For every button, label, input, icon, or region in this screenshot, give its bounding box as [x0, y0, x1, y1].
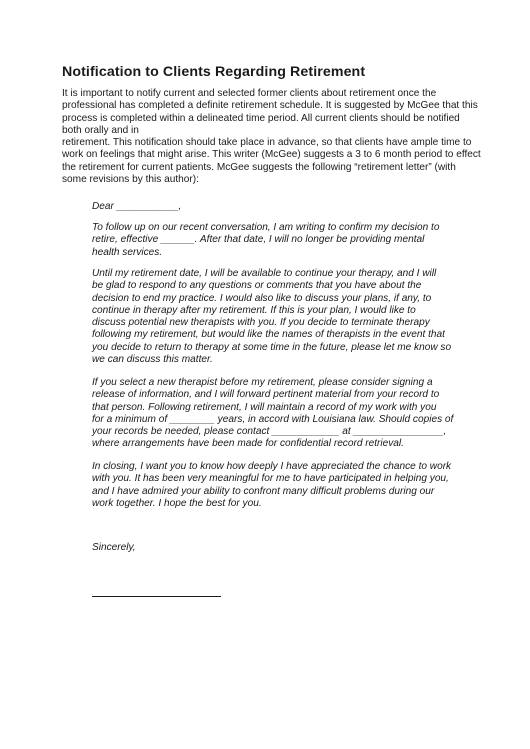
intro-line: work on feelings that might arise. This writer (McGee) suggests a 3 to 6 month period to effect	[62, 149, 481, 161]
intro-line: professional has completed a definite retirement schedule. It is suggested by McGee that this	[62, 100, 478, 112]
letter-line: and I have admired your ability to confront many difficult problems during our	[92, 485, 435, 497]
letter-line: where arrangements have been made for confidential record retrieval.	[92, 438, 404, 450]
intro-line: some revisions by this author):	[62, 174, 199, 186]
letter-line: that person. Following retirement, I will maintain a record of my work with you	[92, 401, 437, 413]
closing-text: Sincerely,	[92, 542, 136, 553]
letter-line: be glad to respond to any questions or comments that you have about the	[92, 280, 422, 292]
letter-line: continue in therapy after my retirement. If this is your plan, I would like to	[92, 304, 416, 316]
salutation-text: Dear ___________,	[92, 201, 182, 212]
letter-line: release of information, and I will forward pertinent material from your record to	[92, 389, 440, 401]
letter-line: health services.	[92, 246, 163, 258]
intro-paragraph	[62, 88, 481, 186]
letter-line: for a minimum of ________ years, in accord with Louisiana law. Should copies of	[92, 413, 454, 425]
letter-line: discuss potential new therapists with you. If you decide to terminate therapy	[92, 317, 430, 329]
letter-line: your records be needed, please contact ____________ at ________________,	[92, 426, 447, 438]
letter-line: In closing, I want you to know how deeply I have appreciated the chance to work	[92, 461, 452, 472]
letter-line: retire, effective ______. After that date, I will no longer be providing mental	[92, 234, 425, 246]
intro-line: process is completed within a delineated time period. All current clients should be notified	[62, 112, 460, 124]
letter-paragraph-4	[92, 461, 452, 510]
intro-line: both orally and in	[62, 124, 139, 136]
letter-paragraph-3	[92, 377, 454, 451]
letter-paragraph-1	[92, 222, 440, 259]
letter-paragraph-2	[92, 268, 452, 366]
document-title: Notification to Clients Regarding Retirement	[62, 64, 366, 80]
letter-salutation	[92, 201, 437, 213]
letter-line: If you select a new therapist before my retirement, please consider signing a	[92, 377, 433, 388]
letter-line: To follow up on our recent conversation, I am writing to confirm my decision to	[92, 222, 440, 233]
letter-line: with you. It has been very meaningful for me to have participated in helping you,	[92, 473, 449, 485]
letter-line: Until my retirement date, I will be available to continue your therapy, and I will	[92, 268, 437, 279]
letter-line: you decide to return to therapy at some time in the future, please let me know so	[92, 341, 452, 353]
letter-line: following my retirement, but would like the names of therapists in the event that	[92, 329, 445, 341]
letter-line: work together. I hope the best for you.	[92, 497, 262, 509]
signature-line	[92, 596, 221, 597]
intro-line: retirement. This notification should take place in advance, so that clients have ample time to	[62, 137, 472, 149]
intro-line: the retirement for current patients. McGee suggests the following “retirement letter” (with	[62, 161, 456, 173]
letter-line: we can discuss this matter.	[92, 354, 213, 366]
intro-line: It is important to notify current and selected former clients about retirement once the	[62, 88, 437, 99]
letter-closing	[92, 542, 437, 554]
letter-line: decision to end my practice. I would also like to discuss your plans, if any, to	[92, 292, 432, 304]
